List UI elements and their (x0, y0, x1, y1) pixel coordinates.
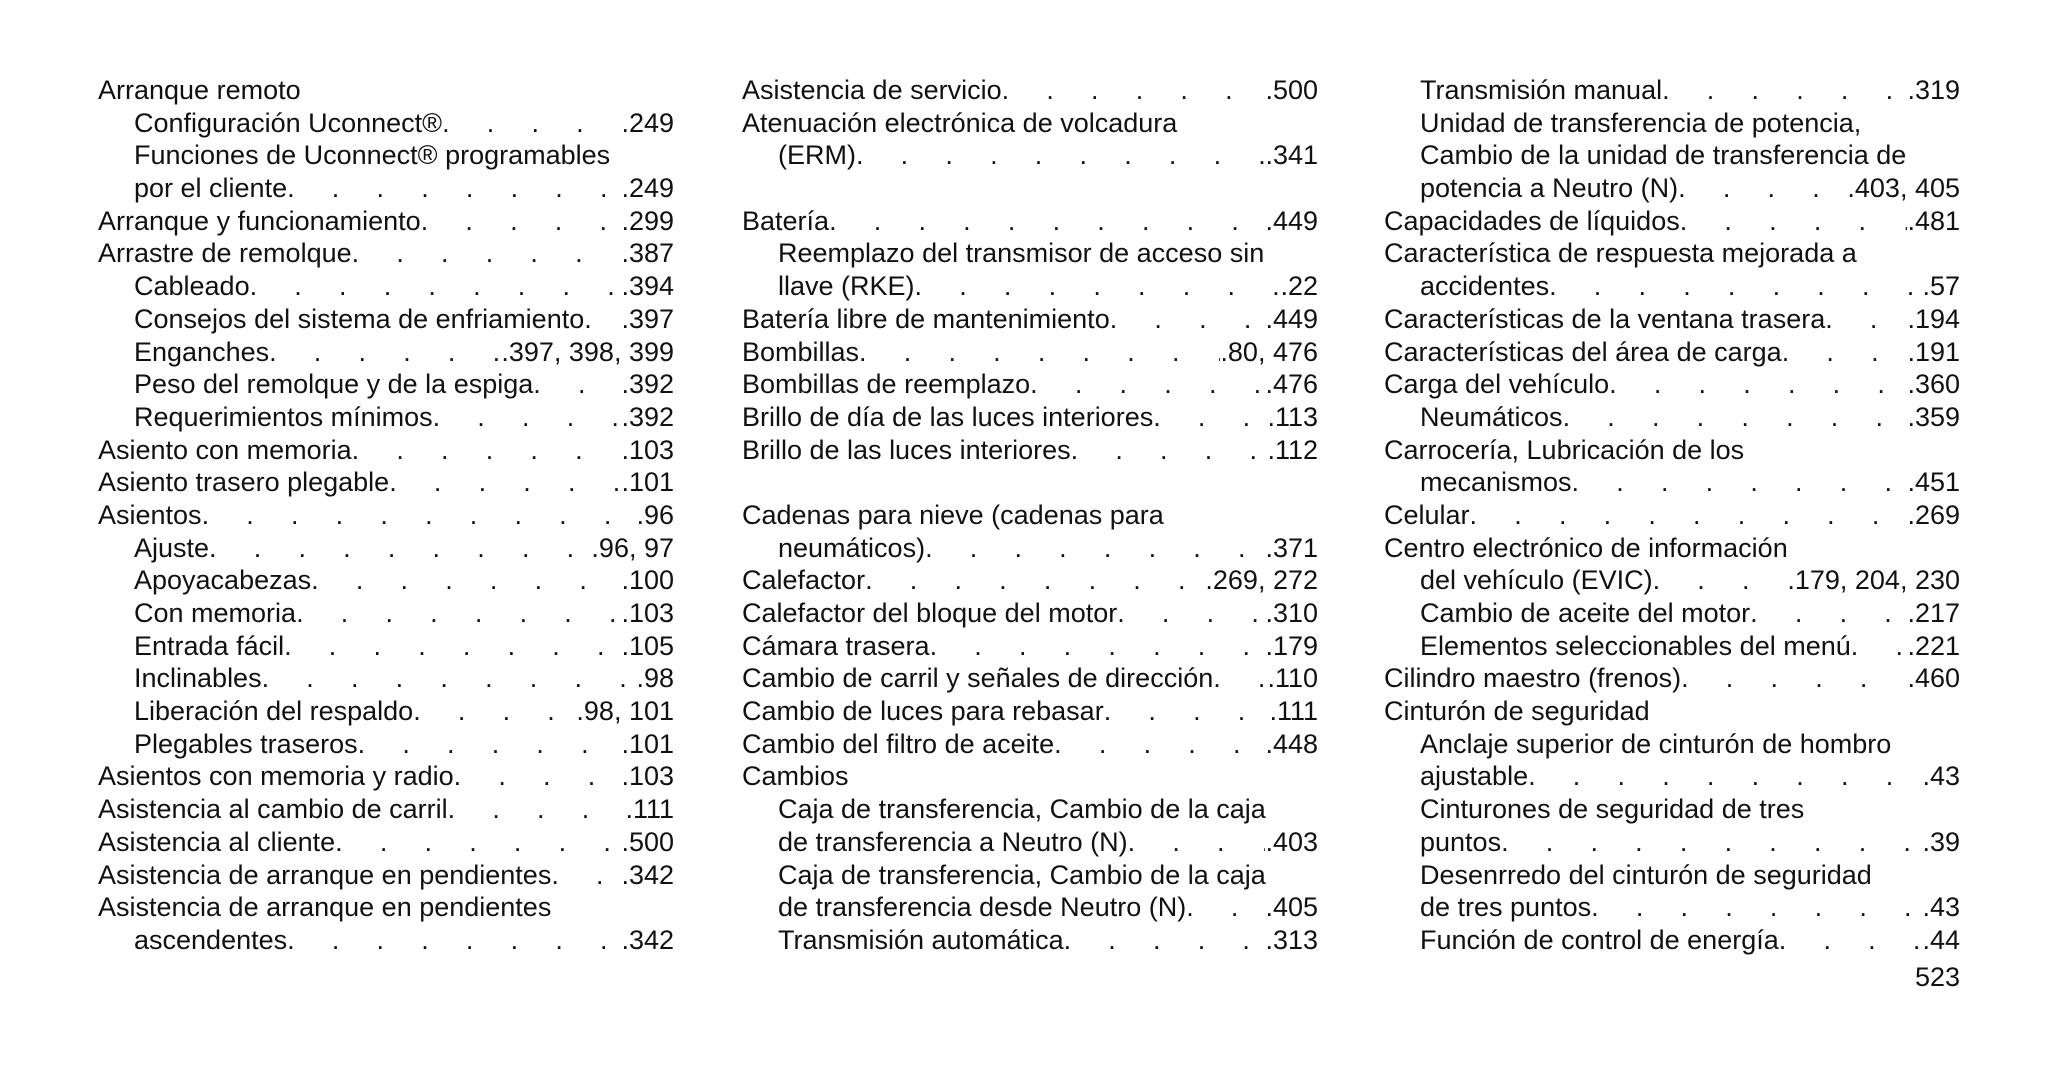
entry-text: mecanismos (1420, 467, 1572, 498)
index-entry (98, 760, 674, 793)
index-subentry (98, 728, 674, 761)
entry-text: Característica de respuesta mejorada a (1384, 238, 1857, 269)
dot-leader (287, 924, 621, 957)
entry-page-ref: .191 (1907, 336, 1960, 367)
entry-text: de transferencia a Neutro (N) (778, 826, 1128, 857)
entry-text: Carga del vehículo (1384, 369, 1610, 400)
entry-text: Desenrredo del cinturón de seguridad (1420, 859, 1872, 890)
entry-text: Asistencia al cambio de carril (98, 794, 448, 825)
entry-text: del vehículo (EVIC) (1420, 565, 1653, 596)
index-subentry (98, 662, 674, 695)
entry-text: Asientos (98, 499, 202, 530)
entry-text: Enganches (134, 336, 270, 367)
entry-page-ref: .43 (1922, 761, 1960, 792)
dot-leader (296, 597, 621, 630)
index-subentry (1384, 564, 1960, 597)
index-subentry (1384, 924, 1960, 957)
entry-text: (ERM) (778, 140, 856, 171)
index-entry (1384, 237, 1960, 270)
index-entry (742, 695, 1318, 728)
entry-page-ref: .476 (1265, 369, 1318, 400)
dot-leader (829, 205, 1265, 238)
entry-text: de tres puntos (1420, 892, 1592, 923)
dot-leader (533, 368, 621, 401)
entry-page-ref: .403 (1265, 826, 1318, 857)
entry-text: Cambio del filtro de aceite (742, 728, 1055, 759)
index-entry (98, 74, 674, 107)
entry-text: Caja de transferencia, Cambio de la caja (778, 794, 1266, 825)
index-subentry (1384, 74, 1960, 107)
dot-leader (335, 826, 621, 859)
index-subentry (98, 139, 674, 172)
entry-text: ajustable (1420, 761, 1529, 792)
index-subentry (98, 336, 674, 369)
entry-text: Liberación del respaldo (134, 696, 414, 727)
index-subentry (1384, 107, 1960, 140)
dot-leader (1501, 826, 1922, 859)
index-subentry (98, 630, 674, 663)
index-subentry (742, 793, 1318, 826)
dot-leader (1002, 74, 1266, 107)
index-subentry (1384, 859, 1960, 892)
dot-leader (1549, 270, 1922, 303)
index-entry (742, 336, 1318, 369)
entry-text: potencia a Neutro (N) (1420, 173, 1679, 204)
entry-page-ref: .112 (1267, 434, 1318, 465)
dot-leader (859, 336, 1220, 369)
index-entry (98, 499, 674, 532)
dot-leader (1128, 826, 1266, 859)
dot-leader (311, 564, 621, 597)
entry-text: Inclinables (134, 663, 262, 694)
dot-leader (209, 532, 591, 565)
entry-text: Unidad de transferencia de potencia, (1420, 107, 1862, 138)
entry-text: Capacidades de líquidos (1384, 205, 1680, 236)
entry-page-ref: .96, 97 (591, 532, 674, 563)
index-subentry (1384, 630, 1960, 663)
entry-page-ref: .460 (1907, 663, 1960, 694)
entry-text: Caja de transferencia, Cambio de la caja (778, 859, 1266, 890)
dot-leader (584, 303, 621, 336)
dot-leader (865, 564, 1205, 597)
entry-text: Configuración Uconnect® (134, 107, 443, 138)
entry-text: Cámara trasera (742, 630, 930, 661)
entry-page-ref: .319 (1907, 75, 1960, 105)
entry-page-ref: .449 (1265, 205, 1318, 236)
dot-leader (915, 270, 1281, 303)
index-subentry (98, 597, 674, 630)
entry-text: Consejos del sistema de enfriamiento (134, 303, 585, 334)
index-entry (742, 368, 1318, 401)
index-subentry (98, 368, 674, 401)
dot-leader (1782, 336, 1908, 369)
dot-leader (284, 630, 621, 663)
entry-page-ref: .217 (1907, 598, 1960, 628)
entry-text: Reemplazo del transmisor de acceso sin (778, 238, 1265, 269)
entry-page-ref: .405 (1265, 892, 1318, 923)
dot-leader (1104, 695, 1270, 728)
entry-page-ref: .113 (1267, 401, 1318, 432)
entry-text: Carrocería, Lubricación de los (1384, 434, 1745, 465)
index-subentry (98, 270, 674, 303)
entry-page-ref: .249 (621, 107, 674, 138)
index-subentry (742, 139, 1318, 172)
entry-page-ref: .57 (1922, 271, 1960, 302)
index-column-2 (742, 74, 1318, 957)
index-entry (742, 662, 1318, 695)
dot-leader (1678, 172, 1847, 205)
index-column-1 (98, 74, 674, 957)
dot-leader (202, 499, 637, 532)
index-entry (98, 891, 674, 924)
entry-text: Asientos con memoria y radio (98, 761, 454, 792)
entry-text: Función de control de energía (1420, 924, 1779, 955)
index-subentry (98, 172, 674, 205)
entry-text: Neumáticos (1420, 401, 1563, 432)
dot-leader (421, 205, 622, 238)
index-entry (1384, 532, 1960, 565)
index-entry (742, 205, 1318, 238)
index-subentry (1384, 760, 1960, 793)
index-subentry (742, 270, 1318, 303)
index-subentry (742, 826, 1318, 859)
index-entry (1384, 336, 1960, 369)
dot-leader (925, 532, 1265, 565)
dot-leader (269, 336, 501, 369)
entry-page-ref: .98 (636, 663, 674, 694)
dot-leader (1572, 466, 1908, 499)
index-subentry (98, 303, 674, 336)
entry-page-ref: .269, 272 (1205, 565, 1318, 596)
dot-leader (1563, 401, 1908, 434)
index-subentry (98, 401, 674, 434)
entry-page-ref: .39 (1922, 826, 1960, 857)
dot-leader (1851, 630, 1908, 663)
entry-text: ascendentes (134, 924, 288, 955)
entry-text: Bombillas (742, 336, 860, 367)
index-subentry (1384, 270, 1960, 303)
entry-text: Cableado (134, 271, 250, 302)
entry-page-ref: .500 (621, 826, 674, 857)
dot-leader (352, 237, 622, 270)
entry-page-ref: .80, 476 (1220, 336, 1318, 367)
entry-text: Celular (1384, 499, 1470, 530)
dot-leader (358, 728, 622, 761)
entry-page-ref: .194 (1907, 303, 1960, 334)
dot-leader (1030, 368, 1265, 401)
dot-leader (1064, 924, 1266, 957)
dot-leader (413, 695, 576, 728)
entry-text: Bombillas de reemplazo (742, 369, 1031, 400)
index-entry (98, 826, 674, 859)
entry-page-ref: .101 (621, 728, 674, 759)
entry-text: Brillo de día de las luces interiores (742, 401, 1154, 432)
index-subentry (1384, 728, 1960, 761)
dot-leader (1117, 597, 1265, 630)
entry-text: Calefactor (742, 565, 866, 596)
index-subentry (1384, 826, 1960, 859)
dot-leader (1680, 205, 1908, 238)
entry-text: Batería libre de mantenimiento (742, 303, 1110, 334)
entry-page-ref: .449 (1265, 303, 1318, 334)
index-entry (742, 401, 1318, 434)
entry-text: llave (RKE) (778, 271, 915, 302)
entry-page-ref: .392 (621, 401, 674, 432)
dot-leader (1609, 368, 1907, 401)
entry-text: Asistencia de arranque en pendientes (98, 859, 552, 890)
index-entry (98, 793, 674, 826)
entry-page-ref: .310 (1265, 598, 1318, 628)
entry-text: Batería (742, 205, 830, 236)
entry-text: Atenuación electrónica de volcadura (742, 107, 1178, 138)
dot-leader (930, 630, 1266, 663)
entry-page-ref: .359 (1907, 401, 1960, 432)
index-subentry (742, 924, 1318, 957)
entry-page-ref: .103 (621, 598, 674, 628)
index-entry (98, 859, 674, 892)
dot-leader (454, 760, 622, 793)
dot-leader (287, 172, 621, 205)
dot-leader (551, 859, 621, 892)
entry-text: Cinturón de seguridad (1384, 696, 1650, 727)
entry-page-ref: .221 (1907, 630, 1960, 661)
dot-leader (250, 270, 622, 303)
entry-text: Cambio de luces para rebasar (742, 696, 1104, 727)
entry-page-ref: .105 (621, 630, 674, 661)
index-entry (742, 597, 1318, 630)
index-entry (742, 303, 1318, 336)
dot-leader (1653, 564, 1788, 597)
index-entry (742, 107, 1318, 140)
dot-leader (442, 107, 621, 140)
entry-page-ref: .397, 398, 399 (501, 336, 674, 367)
entry-page-ref: .342 (621, 924, 674, 955)
entry-text: Ajuste (134, 532, 210, 563)
index-subentry (1384, 172, 1960, 205)
entry-text: Arrastre de remolque (98, 238, 352, 269)
entry-page-ref: .392 (621, 369, 674, 400)
index-subentry (98, 924, 674, 957)
entry-page-ref: .387 (621, 238, 674, 269)
entry-text: Cadenas para nieve (cadenas para (742, 499, 1164, 530)
entry-text: Plegables traseros (134, 728, 358, 759)
index-subentry (1384, 139, 1960, 172)
entry-page-ref: .43 (1922, 892, 1960, 923)
index-entry (1384, 695, 1960, 728)
page-number: 523 (1914, 962, 1960, 992)
dot-leader (1750, 597, 1907, 630)
index-spacer (742, 172, 1318, 205)
entry-page-ref: .179 (1265, 630, 1318, 661)
entry-page-ref: .403, 405 (1847, 173, 1960, 204)
entry-text: Cambio de la unidad de transferencia de (1420, 140, 1907, 171)
entry-text: Arranque remoto (98, 75, 301, 105)
entry-text: Asistencia de arranque en pendientes (98, 892, 552, 923)
entry-page-ref: .103 (621, 434, 674, 465)
entry-page-ref: .110 (1267, 663, 1318, 694)
index-entry (742, 728, 1318, 761)
dot-leader (1071, 434, 1268, 467)
index-entry (742, 499, 1318, 532)
dot-leader (1528, 760, 1922, 793)
entry-text: Calefactor del bloque del motor (742, 598, 1118, 628)
entry-page-ref: .451 (1907, 467, 1960, 498)
entry-page-ref: .313 (1265, 924, 1318, 955)
entry-text: Anclaje superior de cinturón de hombro (1420, 728, 1892, 759)
entry-page-ref: .111 (625, 794, 674, 825)
entry-text: Apoyacabezas (134, 565, 312, 596)
entry-text: Transmisión automática (778, 924, 1064, 955)
entry-text: Cinturones de seguridad de tres (1420, 794, 1805, 825)
dot-leader (1110, 303, 1266, 336)
dot-leader (262, 662, 637, 695)
entry-text: Características del área de carga (1384, 336, 1782, 367)
index-entry (742, 630, 1318, 663)
index-entry (98, 237, 674, 270)
dot-leader (389, 466, 621, 499)
entry-text: neumáticos) (778, 532, 926, 563)
index-entry (1384, 662, 1960, 695)
dot-leader (1153, 401, 1267, 434)
dot-leader (856, 139, 1265, 172)
index-subentry (742, 859, 1318, 892)
entry-text: por el cliente (134, 173, 288, 204)
index-entry (1384, 434, 1960, 467)
entry-text: Centro electrónico de información (1384, 532, 1788, 563)
dot-leader (448, 793, 626, 826)
entry-page-ref: .22 (1280, 271, 1318, 302)
index-entry (1384, 368, 1960, 401)
index-subentry (742, 891, 1318, 924)
entry-page-ref: .179, 204, 230 (1787, 565, 1960, 596)
entry-page-ref: .111 (1269, 696, 1318, 727)
index-subentry (1384, 466, 1960, 499)
entry-page-ref: .500 (1265, 75, 1318, 105)
entry-page-ref: .397 (621, 303, 674, 334)
entry-page-ref: .96 (636, 499, 674, 530)
entry-page-ref: .98, 101 (576, 696, 674, 727)
dot-leader (1054, 728, 1265, 761)
entry-page-ref: .448 (1265, 728, 1318, 759)
entry-page-ref: .481 (1907, 205, 1960, 236)
index-entry (742, 760, 1318, 793)
entry-text: Asistencia de servicio (742, 75, 1002, 105)
index-spacer (742, 466, 1318, 499)
entry-page-ref: .360 (1907, 369, 1960, 400)
dot-leader (352, 434, 622, 467)
entry-text: Brillo de las luces interiores (742, 434, 1071, 465)
dot-leader (1779, 924, 1923, 957)
entry-text: Asiento trasero plegable (98, 467, 390, 498)
index-entry (742, 74, 1318, 107)
dot-leader (433, 401, 622, 434)
entry-text: puntos (1420, 826, 1502, 857)
index-subentry (98, 532, 674, 565)
dot-leader (1470, 499, 1908, 532)
dot-leader (1186, 891, 1265, 924)
entry-text: Entrada fácil (134, 630, 285, 661)
entry-page-ref: .341 (1265, 140, 1318, 171)
index-subentry (98, 107, 674, 140)
index-entry (98, 466, 674, 499)
entry-text: Asistencia al cliente (98, 826, 336, 857)
dot-leader (1662, 74, 1907, 107)
entry-text: de transferencia desde Neutro (N) (778, 892, 1187, 923)
index-entry (742, 434, 1318, 467)
index-entry (1384, 303, 1960, 336)
index-subentry (1384, 401, 1960, 434)
entry-page-ref: .269 (1907, 499, 1960, 530)
index-subentry (98, 564, 674, 597)
dot-leader (1681, 662, 1907, 695)
entry-text: Cambio de carril y señales de dirección (742, 663, 1214, 694)
entry-page-ref: .100 (621, 565, 674, 596)
index-subentry (1384, 891, 1960, 924)
entry-text: Con memoria (134, 598, 297, 628)
entry-text: Peso del remolque y de la espiga (134, 369, 534, 400)
entry-text: Transmisión manual (1420, 75, 1663, 105)
index-subentry (1384, 793, 1960, 826)
entry-text: Características de la ventana trasera (1384, 303, 1826, 334)
entry-text: Cambio de aceite del motor (1420, 598, 1751, 628)
entry-page-ref: .103 (621, 761, 674, 792)
entry-text: Arranque y funcionamiento (98, 205, 421, 236)
entry-text: Funciones de Uconnect® programables (134, 140, 611, 171)
entry-page-ref: .299 (621, 205, 674, 236)
entry-page-ref: .249 (621, 173, 674, 204)
entry-text: Cilindro maestro (frenos) (1384, 663, 1682, 694)
entry-text: Elementos seleccionables del menú (1420, 630, 1851, 661)
index-entry (1384, 205, 1960, 238)
index-entry (742, 564, 1318, 597)
entry-page-ref: .44 (1922, 924, 1960, 955)
entry-page-ref: .101 (621, 467, 674, 498)
dot-leader (1591, 891, 1922, 924)
index-entry (98, 205, 674, 238)
entry-text: accidentes (1420, 271, 1550, 302)
index-subentry (98, 695, 674, 728)
entry-text: Cambios (742, 761, 849, 792)
entry-page-ref: .342 (621, 859, 674, 890)
entry-page-ref: .371 (1265, 532, 1318, 563)
index-entry (98, 434, 674, 467)
dot-leader (1825, 303, 1907, 336)
index-column-3 (1384, 74, 1960, 957)
dot-leader (1213, 662, 1267, 695)
index-entry (1384, 499, 1960, 532)
index-subentry (742, 532, 1318, 565)
entry-text: Requerimientos mínimos (134, 401, 433, 432)
entry-text: Asiento con memoria (98, 434, 352, 465)
index-subentry (742, 237, 1318, 270)
index-subentry (1384, 597, 1960, 630)
entry-page-ref: .394 (621, 271, 674, 302)
